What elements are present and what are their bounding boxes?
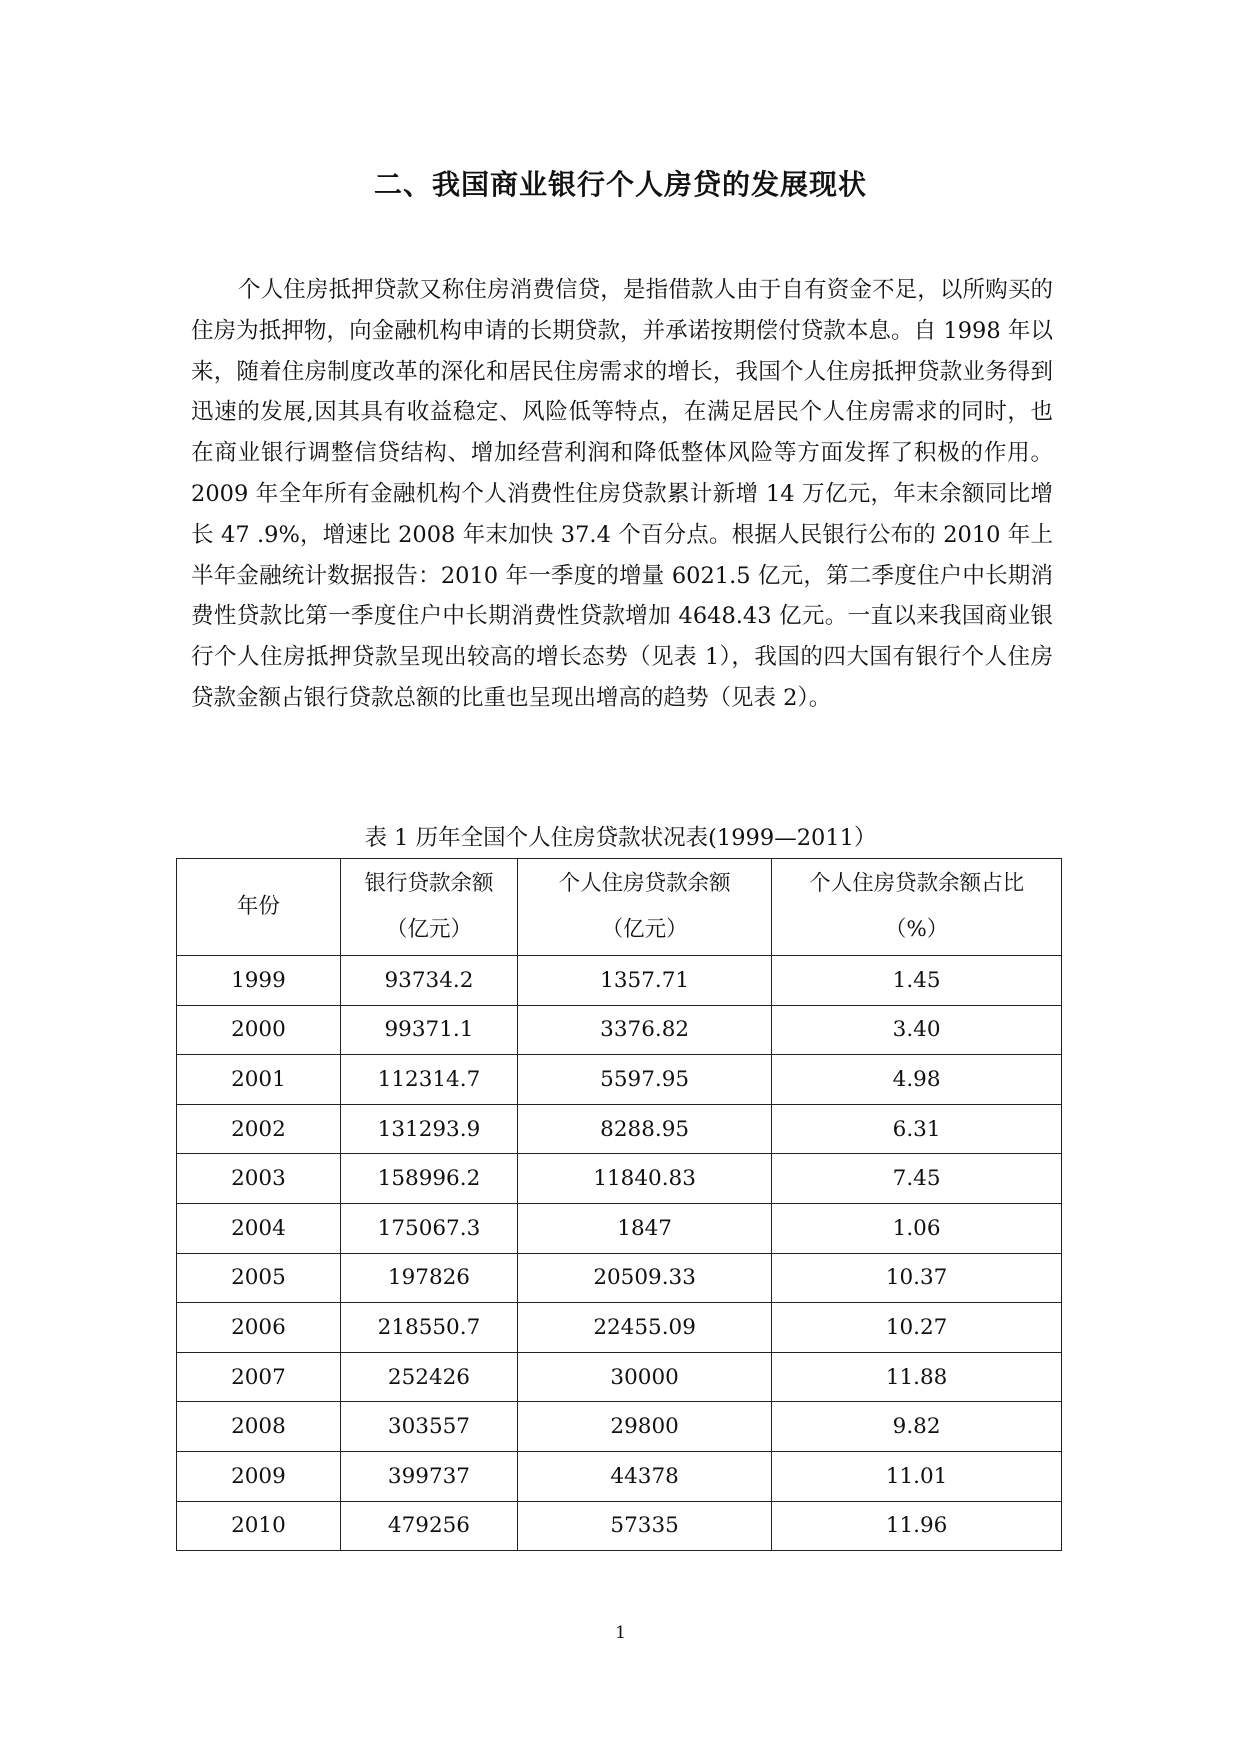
bank-loan-cell: 197826 [340,1253,517,1303]
bank-loan-cell: 175067.3 [340,1203,517,1253]
table-row [177,1451,1062,1501]
year-cell: 2010 [177,1501,341,1551]
table-row [177,1352,1062,1402]
housing-loan-cell: 30000 [518,1352,772,1402]
year-cell: 2008 [177,1402,341,1452]
header-housing-loan-ratio [772,859,1062,956]
table-caption: 表 1 历年全国个人住房贷款状况表(1999—2011） [364,825,877,851]
ratio-cell: 9.82 [772,1402,1062,1452]
housing-loan-cell: 29800 [518,1402,772,1452]
ratio-cell: 1.45 [772,956,1062,1006]
table-row [177,1005,1062,1055]
bank-loan-cell: 399737 [340,1451,517,1501]
year-cell: 2003 [177,1154,341,1204]
table-row [177,956,1062,1006]
header-ratio-unit: （%） [884,917,949,942]
ratio-cell: 4.98 [772,1055,1062,1105]
housing-loan-cell: 22455.09 [518,1303,772,1353]
header-year [177,859,341,956]
ratio-cell: 10.27 [772,1303,1062,1353]
table-row [177,1203,1062,1253]
table-row [177,1303,1062,1353]
table-row [177,1402,1062,1452]
ratio-cell: 10.37 [772,1253,1062,1303]
bank-loan-cell: 303557 [340,1402,517,1452]
year-cell: 2000 [177,1005,341,1055]
ratio-cell: 11.88 [772,1352,1062,1402]
header-ratio-label: 个人住房贷款余额占比 [809,871,1025,896]
header-housing-loan-balance [518,859,772,956]
table-body [177,956,1062,1551]
header-bank-loan-unit: （亿元） [385,917,472,942]
table-row [177,1055,1062,1105]
bank-loan-cell: 479256 [340,1501,517,1551]
table-row [177,1253,1062,1303]
header-bank-loan-balance [340,859,517,956]
header-housing-loan-unit: （亿元） [601,917,688,942]
housing-loan-cell: 8288.95 [518,1104,772,1154]
table-row [177,1104,1062,1154]
page-title: 二、我国商业银行个人房贷的发展现状 [373,168,867,201]
table-header-row [177,859,1062,956]
housing-loan-cell: 5597.95 [518,1055,772,1105]
housing-loan-cell: 44378 [518,1451,772,1501]
year-cell: 2009 [177,1451,341,1501]
housing-loan-cell: 57335 [518,1501,772,1551]
table-row [177,1154,1062,1204]
year-cell: 2002 [177,1104,341,1154]
header-housing-loan-label: 个人住房贷款余额 [558,871,731,896]
bank-loan-cell: 158996.2 [340,1154,517,1204]
bank-loan-cell: 112314.7 [340,1055,517,1105]
table-header [177,859,1062,956]
year-cell: 1999 [177,956,341,1006]
housing-loan-cell: 20509.33 [518,1253,772,1303]
housing-loan-table [176,858,1062,1551]
ratio-cell: 7.45 [772,1154,1062,1204]
ratio-cell: 6.31 [772,1104,1062,1154]
ratio-cell: 3.40 [772,1005,1062,1055]
year-cell: 2007 [177,1352,341,1402]
year-cell: 2005 [177,1253,341,1303]
bank-loan-cell: 99371.1 [340,1005,517,1055]
header-bank-loan-label: 银行贷款余额 [364,871,494,896]
housing-loan-cell: 11840.83 [518,1154,772,1204]
bank-loan-cell: 252426 [340,1352,517,1402]
bank-loan-cell: 131293.9 [340,1104,517,1154]
year-cell: 2001 [177,1055,341,1105]
year-cell: 2006 [177,1303,341,1353]
bank-loan-cell: 218550.7 [340,1303,517,1353]
table-row [177,1501,1062,1551]
bank-loan-cell: 93734.2 [340,956,517,1006]
header-year-label: 年份 [236,894,280,919]
ratio-cell: 11.96 [772,1501,1062,1551]
ratio-cell: 11.01 [772,1451,1062,1501]
housing-loan-cell: 3376.82 [518,1005,772,1055]
housing-loan-cell: 1357.71 [518,956,772,1006]
page-number: 1 [615,1623,626,1643]
ratio-cell: 1.06 [772,1203,1062,1253]
body-paragraph: 个人住房抵押贷款又称住房消费信贷，是指借款人由于自有资金不足，以所购买的住房为抵押物，向金融机构申请的长期贷款，并承诺按期偿付贷款本息。自 1998 年以来，随着住房制度改革的深化和居民住房需求的增长，我国个人住房抵押贷款业务得到迅速的发展,因其具有收益稳定、风险低等特点，在满足居民个人住房需求的同时，也在商业银行调整信贷结构、增加经营利润和降低整体风险等方面发挥了积极的作用。2009 年全年所有金融机构个人消费性住房贷款累计新增 14 万亿元，年末余额同比增长 47 .9%，增速比 2008 年末加快 37.4 个百分点。根据人民银行公布的 2010 年上半年金融统计数据报告：2010 年一季度的增量 6021.5 亿元，第二季度住户中长期消费性贷款比第一季度住户中长期消费性贷款增加 4648.43 亿元。一直以来我国商业银行个人住房抵押贷款呈现出较高的增长态势（见表 1），我国的四大国有银行个人住房贷款金额占银行贷款总额的比重也呈现出增高的趋势（见表 2）。 [191,277,1053,711]
housing-loan-cell: 1847 [518,1203,772,1253]
year-cell: 2004 [177,1203,341,1253]
